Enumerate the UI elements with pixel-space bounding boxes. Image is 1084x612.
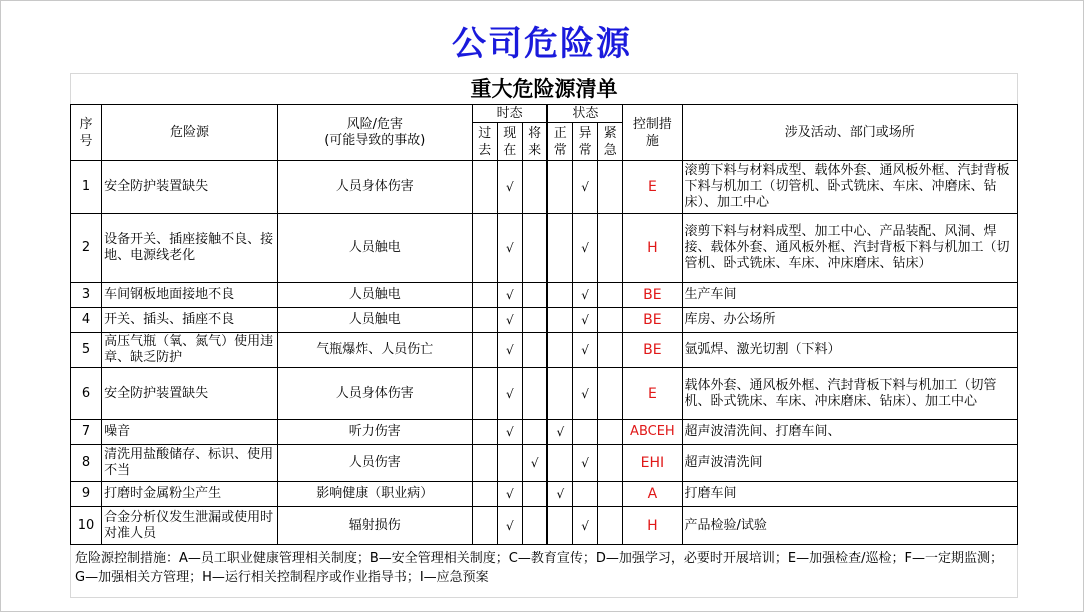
row-control: BE xyxy=(623,308,682,333)
row-hazard: 打磨时金属粉尘产生 xyxy=(102,482,278,507)
control-measures-note: 危险源控制措施：A—员工职业健康管理相关制度；B—安全管理相关制度；C—教育宣传；D—加强学习，必要时开展培训；E—加强检查/巡检；F—一定期监测；G—加强相关方管理；H—运行相关控制程序或作业指导书；I—应急预案 xyxy=(70,545,1018,598)
hazard-sheet xyxy=(70,73,1018,598)
header-activity: 涉及活动、部门或场所 xyxy=(682,105,1018,161)
row-emergency xyxy=(598,445,623,482)
row-abnormal: √ xyxy=(573,308,598,333)
table-row xyxy=(71,161,1018,214)
row-emergency xyxy=(598,214,623,283)
row-no: 8 xyxy=(71,445,102,482)
header-tense-now: 现在 xyxy=(497,123,522,161)
row-activity: 氩弧焊、激光切割（下料） xyxy=(682,333,1018,368)
row-future xyxy=(522,420,547,445)
row-now: √ xyxy=(497,482,522,507)
row-now: √ xyxy=(497,507,522,545)
header-tense-future: 将来 xyxy=(522,123,547,161)
row-future xyxy=(522,333,547,368)
row-past xyxy=(472,283,497,308)
row-emergency xyxy=(598,283,623,308)
header-state-abnormal: 异常 xyxy=(573,123,598,161)
row-control: BE xyxy=(623,333,682,368)
row-no: 3 xyxy=(71,283,102,308)
row-normal xyxy=(547,507,572,545)
header-tense: 时态 xyxy=(472,105,547,123)
row-abnormal: √ xyxy=(573,445,598,482)
row-emergency xyxy=(598,368,623,420)
row-hazard: 合金分析仪发生泄漏或使用时对准人员 xyxy=(102,507,278,545)
row-no: 6 xyxy=(71,368,102,420)
row-normal xyxy=(547,308,572,333)
header-control: 控制措施 xyxy=(623,105,682,161)
row-no: 5 xyxy=(71,333,102,368)
row-future xyxy=(522,161,547,214)
row-normal xyxy=(547,214,572,283)
row-hazard: 安全防护装置缺失 xyxy=(102,368,278,420)
row-risk: 人员伤害 xyxy=(277,445,472,482)
row-hazard: 开关、插头、插座不良 xyxy=(102,308,278,333)
table-row xyxy=(71,420,1018,445)
row-no: 1 xyxy=(71,161,102,214)
table-title: 重大危险源清单 xyxy=(70,73,1018,104)
row-activity: 滚剪下料与材料成型、载体外套、通风板外框、汽封背板下料与机加工（切管机、卧式铣床、车床、冲磨床、钻床）、加工中心 xyxy=(682,161,1018,214)
row-emergency xyxy=(598,507,623,545)
row-now: √ xyxy=(497,214,522,283)
row-now: √ xyxy=(497,333,522,368)
row-now: √ xyxy=(497,368,522,420)
header-risk xyxy=(277,105,472,161)
header-state-emergency: 紧急 xyxy=(598,123,623,161)
row-future xyxy=(522,283,547,308)
row-activity: 库房、办公场所 xyxy=(682,308,1018,333)
row-risk: 人员触电 xyxy=(277,308,472,333)
row-normal xyxy=(547,161,572,214)
row-activity: 生产车间 xyxy=(682,283,1018,308)
row-control: A xyxy=(623,482,682,507)
row-control: E xyxy=(623,161,682,214)
row-abnormal: √ xyxy=(573,507,598,545)
row-no: 9 xyxy=(71,482,102,507)
row-emergency xyxy=(598,308,623,333)
row-normal xyxy=(547,333,572,368)
row-past xyxy=(472,214,497,283)
row-past xyxy=(472,482,497,507)
hazard-table xyxy=(70,104,1018,545)
row-now: √ xyxy=(497,283,522,308)
row-risk: 人员触电 xyxy=(277,214,472,283)
row-control: ABCEH xyxy=(623,420,682,445)
row-activity: 超声波清洗间 xyxy=(682,445,1018,482)
row-abnormal xyxy=(573,420,598,445)
row-control: H xyxy=(623,214,682,283)
row-risk: 人员身体伤害 xyxy=(277,161,472,214)
row-activity: 滚剪下料与材料成型、加工中心、产品装配、风洞、焊接、载体外套、通风板外框、汽封背板下料与机加工（切管机、卧式铣床、车床、冲床磨床、钻床） xyxy=(682,214,1018,283)
row-emergency xyxy=(598,482,623,507)
row-abnormal: √ xyxy=(573,368,598,420)
header-seq: 序号 xyxy=(71,105,102,161)
header-state-normal: 正常 xyxy=(547,123,572,161)
row-abnormal: √ xyxy=(573,283,598,308)
table-row xyxy=(71,507,1018,545)
row-abnormal: √ xyxy=(573,333,598,368)
row-control: E xyxy=(623,368,682,420)
row-control: BE xyxy=(623,283,682,308)
row-no: 2 xyxy=(71,214,102,283)
table-row xyxy=(71,333,1018,368)
row-normal xyxy=(547,283,572,308)
table-row xyxy=(71,445,1018,482)
row-risk: 影响健康（职业病） xyxy=(277,482,472,507)
row-past xyxy=(472,161,497,214)
header-risk-line2: (可能导致的事故) xyxy=(324,132,426,148)
row-activity: 打磨车间 xyxy=(682,482,1018,507)
header-state: 状态 xyxy=(547,105,622,123)
row-risk: 辐射损伤 xyxy=(277,507,472,545)
row-risk: 气瓶爆炸、人员伤亡 xyxy=(277,333,472,368)
row-abnormal: √ xyxy=(573,214,598,283)
row-risk: 人员触电 xyxy=(277,283,472,308)
row-activity: 产品检验/试验 xyxy=(682,507,1018,545)
row-now: √ xyxy=(497,420,522,445)
row-now: √ xyxy=(497,308,522,333)
row-activity: 载体外套、通风板外框、汽封背板下料与机加工（切管机、卧式铣床、车床、冲床磨床、钻床）、加工中心 xyxy=(682,368,1018,420)
row-no: 7 xyxy=(71,420,102,445)
row-emergency xyxy=(598,161,623,214)
row-hazard: 清洗用盐酸储存、标识、使用不当 xyxy=(102,445,278,482)
row-past xyxy=(472,507,497,545)
row-activity: 超声波清洗间、打磨车间、 xyxy=(682,420,1018,445)
header-hazard: 危险源 xyxy=(102,105,278,161)
row-future: √ xyxy=(522,445,547,482)
row-normal xyxy=(547,368,572,420)
row-hazard: 高压气瓶（氧、氮气）使用违章、缺乏防护 xyxy=(102,333,278,368)
row-control: EHI xyxy=(623,445,682,482)
row-past xyxy=(472,333,497,368)
row-future xyxy=(522,507,547,545)
row-hazard: 设备开关、插座接触不良、接地、电源线老化 xyxy=(102,214,278,283)
row-normal xyxy=(547,445,572,482)
row-emergency xyxy=(598,333,623,368)
row-abnormal: √ xyxy=(573,161,598,214)
row-now: √ xyxy=(497,161,522,214)
row-past xyxy=(472,368,497,420)
table-row xyxy=(71,308,1018,333)
row-hazard: 车间钢板地面接地不良 xyxy=(102,283,278,308)
page-title: 公司危险源 xyxy=(452,24,632,64)
table-body xyxy=(71,161,1018,545)
row-normal: √ xyxy=(547,482,572,507)
row-abnormal xyxy=(573,482,598,507)
table-row xyxy=(71,214,1018,283)
row-now xyxy=(497,445,522,482)
row-future xyxy=(522,214,547,283)
row-future xyxy=(522,308,547,333)
header-risk-line1: 风险/危害 xyxy=(346,116,403,132)
row-no: 4 xyxy=(71,308,102,333)
row-no: 10 xyxy=(71,507,102,545)
row-future xyxy=(522,482,547,507)
header-tense-past: 过去 xyxy=(472,123,497,161)
row-past xyxy=(472,420,497,445)
table-header xyxy=(71,105,1018,161)
row-hazard: 噪音 xyxy=(102,420,278,445)
table-row xyxy=(71,368,1018,420)
table-row xyxy=(71,283,1018,308)
row-hazard: 安全防护装置缺失 xyxy=(102,161,278,214)
table-row xyxy=(71,482,1018,507)
row-emergency xyxy=(598,420,623,445)
row-past xyxy=(472,308,497,333)
row-normal: √ xyxy=(547,420,572,445)
row-risk: 人员身体伤害 xyxy=(277,368,472,420)
row-past xyxy=(472,445,497,482)
row-future xyxy=(522,368,547,420)
row-risk: 听力伤害 xyxy=(277,420,472,445)
row-control: H xyxy=(623,507,682,545)
